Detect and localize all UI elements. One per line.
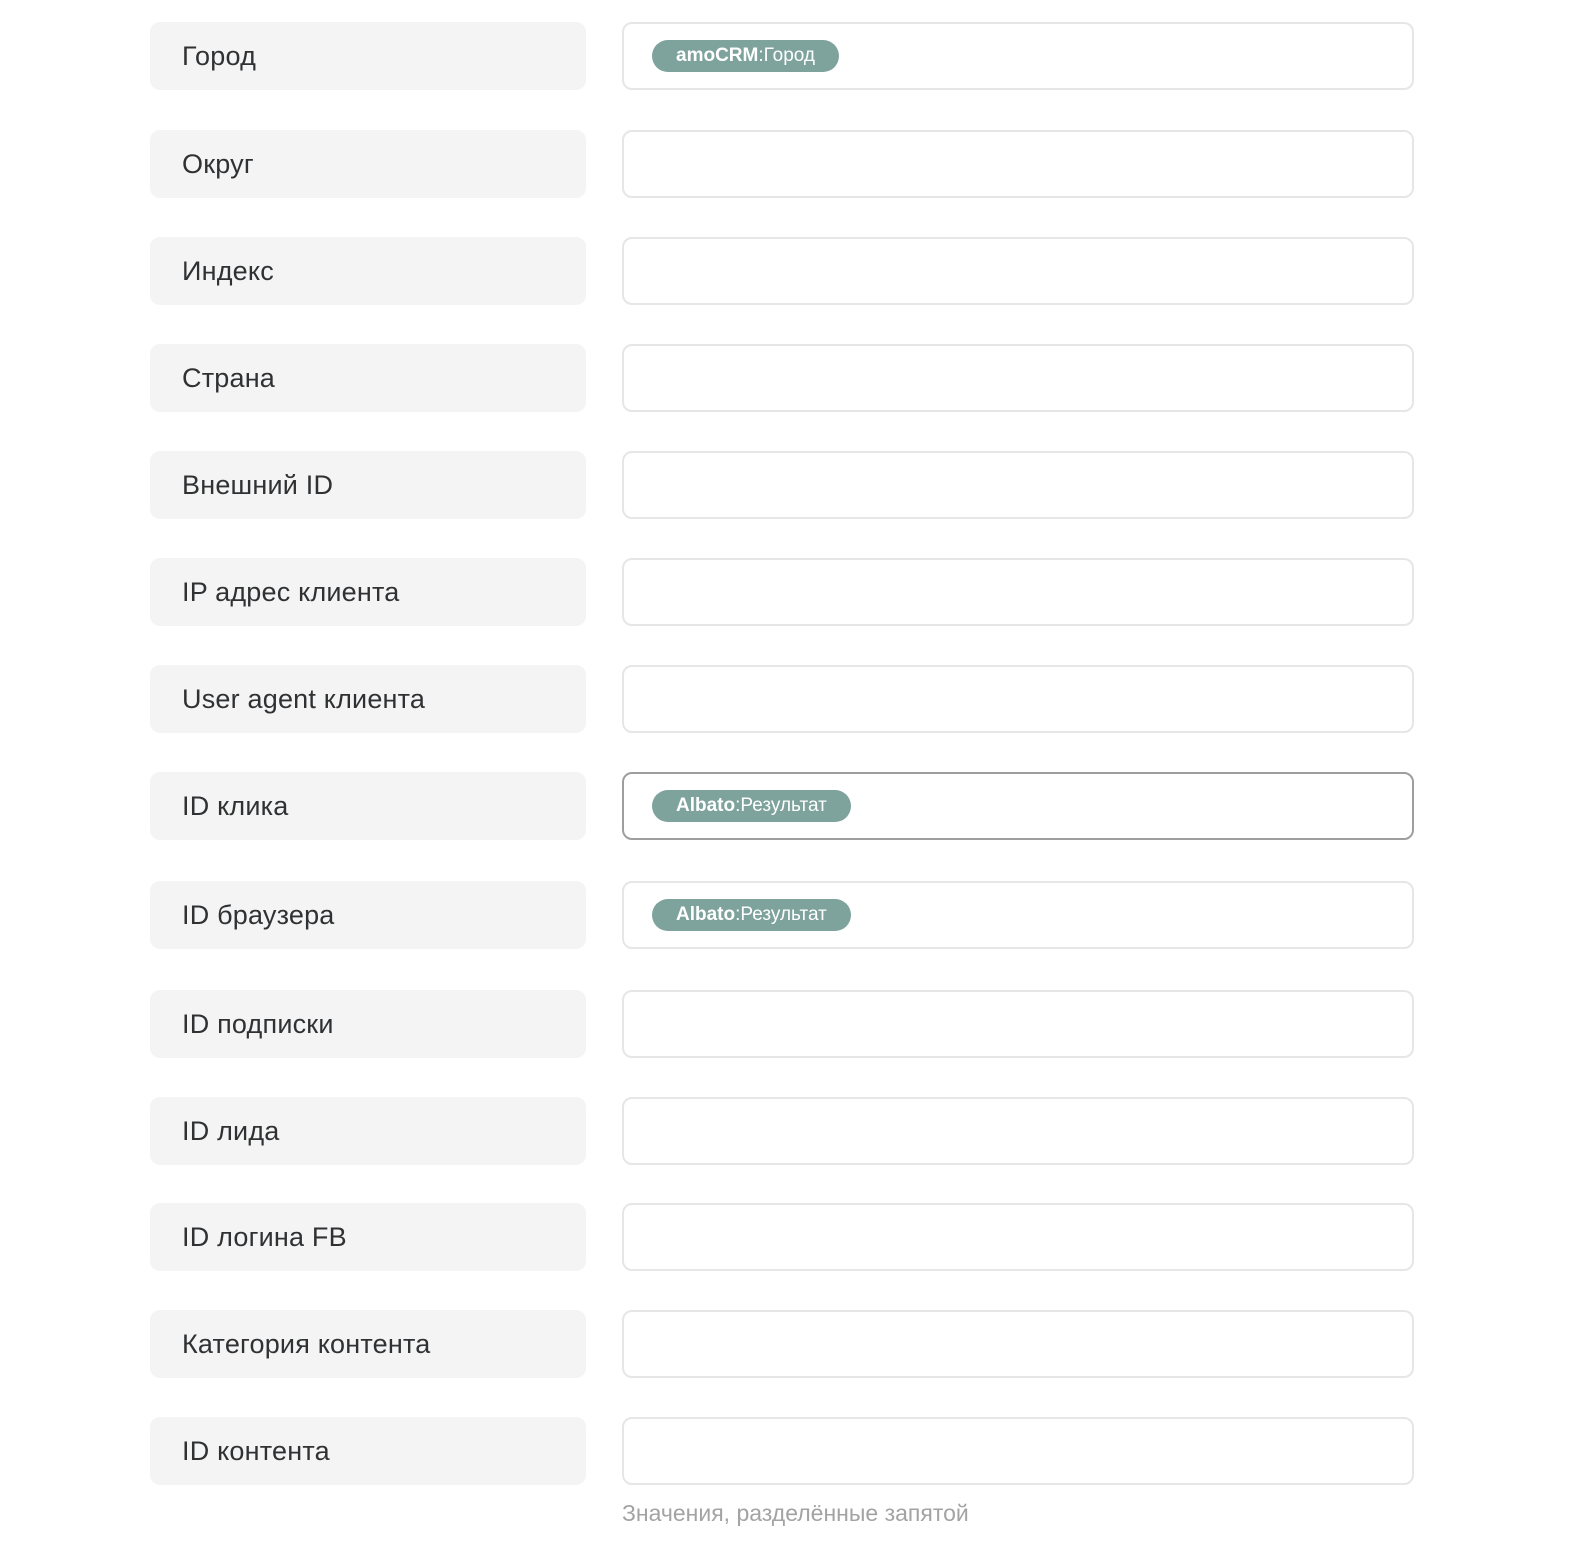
field-label — [150, 558, 586, 626]
variable-chip[interactable] — [652, 790, 851, 822]
field-label-text: Внешний ID — [182, 469, 334, 500]
chip-value: Результат — [740, 904, 827, 925]
field-label — [150, 1417, 586, 1485]
form-row-indeks — [150, 237, 1414, 305]
form-row-user-agent — [150, 665, 1414, 733]
variable-chip[interactable] — [652, 40, 839, 72]
field-label-text: ID контента — [182, 1435, 330, 1466]
chip-source: Albato — [676, 795, 736, 816]
field-label — [150, 451, 586, 519]
field-label-text: ID подписки — [182, 1008, 334, 1039]
field-label-text: IP адрес клиента — [182, 576, 400, 607]
field-input-content-id[interactable] — [622, 1417, 1414, 1485]
field-input-user-agent[interactable] — [622, 665, 1414, 733]
field-input-client-ip[interactable] — [622, 558, 1414, 626]
field-hint: Значения, разделённые запятой — [622, 1500, 969, 1526]
form-row-click-id — [150, 772, 1414, 840]
field-label-text: User agent клиента — [182, 683, 426, 714]
form-row-client-ip — [150, 558, 1414, 626]
form-row-fb-login-id — [150, 1203, 1414, 1271]
form-row-strana — [150, 344, 1414, 412]
chip-separator: : — [735, 904, 741, 925]
field-label-text: ID лида — [182, 1115, 280, 1146]
field-label — [150, 990, 586, 1058]
form-row-subscription-id — [150, 990, 1414, 1058]
field-input-click-id[interactable] — [622, 772, 1414, 840]
field-input-browser-id[interactable] — [622, 881, 1414, 949]
chip-separator: : — [735, 795, 741, 816]
variable-chip[interactable] — [652, 899, 851, 931]
field-input-content-category[interactable] — [622, 1310, 1414, 1378]
field-input-external-id[interactable] — [622, 451, 1414, 519]
form-row-content-category — [150, 1310, 1414, 1378]
field-label — [150, 1097, 586, 1165]
field-label — [150, 772, 586, 840]
field-input-okrug[interactable] — [622, 130, 1414, 198]
field-label — [150, 881, 586, 949]
field-input-gorod[interactable] — [622, 22, 1414, 90]
form-row-lead-id — [150, 1097, 1414, 1165]
field-input-lead-id[interactable] — [622, 1097, 1414, 1165]
form-row-browser-id — [150, 881, 1414, 949]
field-label-text: Индекс — [182, 255, 274, 286]
field-input-subscription-id[interactable] — [622, 990, 1414, 1058]
form-row-content-id — [150, 1417, 1414, 1485]
field-label — [150, 1310, 586, 1378]
field-input-indeks[interactable] — [622, 237, 1414, 305]
field-label-text: Категория контента — [182, 1328, 431, 1359]
chip-source: Albato — [676, 904, 736, 925]
field-label — [150, 22, 586, 90]
field-label — [150, 665, 586, 733]
chip-separator: : — [758, 45, 764, 66]
chip-value: Город — [763, 45, 816, 66]
field-label-text: ID логина FB — [182, 1221, 347, 1252]
field-label-text: Страна — [182, 362, 276, 393]
field-label-text: Округ — [182, 148, 254, 179]
chip-source: amoCRM — [676, 45, 759, 66]
field-input-fb-login-id[interactable] — [622, 1203, 1414, 1271]
form-row-external-id — [150, 451, 1414, 519]
field-label-text: ID браузера — [182, 899, 335, 930]
field-label — [150, 344, 586, 412]
field-label-text: Город — [182, 40, 257, 71]
field-label — [150, 1203, 586, 1271]
chip-value: Результат — [740, 795, 827, 816]
field-input-strana[interactable] — [622, 344, 1414, 412]
form-row-gorod — [150, 22, 1414, 90]
field-label — [150, 130, 586, 198]
form-row-okrug — [150, 130, 1414, 198]
field-label-text: ID клика — [182, 790, 289, 821]
field-label — [150, 237, 586, 305]
